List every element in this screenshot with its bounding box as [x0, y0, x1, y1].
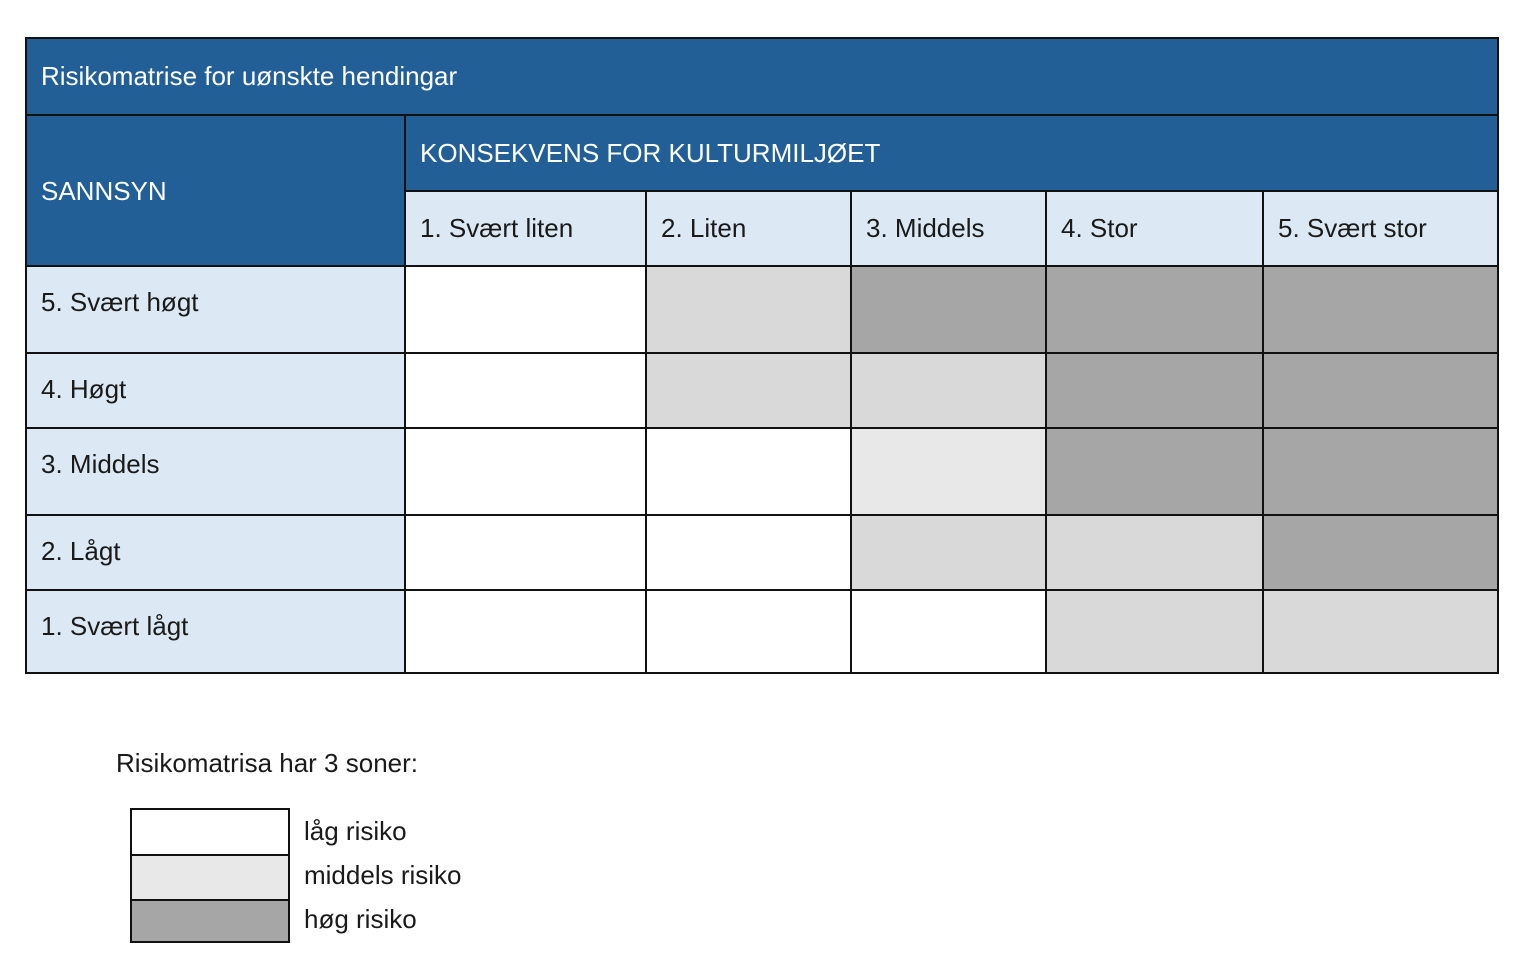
- row-header: 1. Svært lågt: [27, 589, 404, 672]
- matrix-cell: [850, 352, 1045, 427]
- legend-label-high: høg risiko: [304, 904, 417, 934]
- column-header: 1. Svært liten: [404, 190, 645, 265]
- matrix-cell: [1045, 352, 1262, 427]
- matrix-cell: [404, 589, 645, 672]
- matrix-cell: [645, 427, 850, 514]
- matrix-cell: [645, 589, 850, 672]
- matrix-cell: [850, 265, 1045, 352]
- matrix-cell: [850, 589, 1045, 672]
- matrix-cell: [404, 265, 645, 352]
- column-axis-label: KONSEKVENS FOR KULTURMILJØET: [404, 114, 1497, 190]
- risk-matrix-table: [25, 37, 1499, 674]
- table-title: Risikomatrise for uønskte hendingar: [27, 39, 1497, 114]
- matrix-cell: [1262, 589, 1497, 672]
- matrix-cell: [1045, 589, 1262, 672]
- matrix-cell: [850, 514, 1045, 589]
- legend-swatch-medium: [132, 854, 288, 899]
- column-header: 5. Svært stor: [1262, 190, 1497, 265]
- row-header: 2. Lågt: [27, 514, 404, 589]
- column-header: 2. Liten: [645, 190, 850, 265]
- matrix-cell: [1045, 514, 1262, 589]
- matrix-cell: [645, 352, 850, 427]
- matrix-cell: [404, 427, 645, 514]
- matrix-cell: [404, 514, 645, 589]
- legend-title: Risikomatrisa har 3 soner:: [116, 748, 418, 778]
- matrix-cell: [1262, 514, 1497, 589]
- legend-label-low: låg risiko: [304, 816, 407, 846]
- matrix-cell: [1262, 352, 1497, 427]
- row-header: 3. Middels: [27, 427, 404, 514]
- legend-label-medium: middels risiko: [304, 860, 462, 890]
- matrix-cell: [645, 514, 850, 589]
- matrix-cell: [1262, 427, 1497, 514]
- column-header: 3. Middels: [850, 190, 1045, 265]
- legend-swatch-low: [132, 810, 288, 854]
- matrix-cell: [1262, 265, 1497, 352]
- column-header: 4. Stor: [1045, 190, 1262, 265]
- matrix-cell: [1045, 427, 1262, 514]
- matrix-cell: [850, 427, 1045, 514]
- row-axis-label: SANNSYN: [27, 114, 404, 265]
- legend-swatch-high: [132, 899, 288, 941]
- matrix-cell: [645, 265, 850, 352]
- row-header: 4. Høgt: [27, 352, 404, 427]
- matrix-cell: [1045, 265, 1262, 352]
- matrix-cell: [404, 352, 645, 427]
- legend-swatches: [130, 808, 290, 943]
- row-header: 5. Svært høgt: [27, 265, 404, 352]
